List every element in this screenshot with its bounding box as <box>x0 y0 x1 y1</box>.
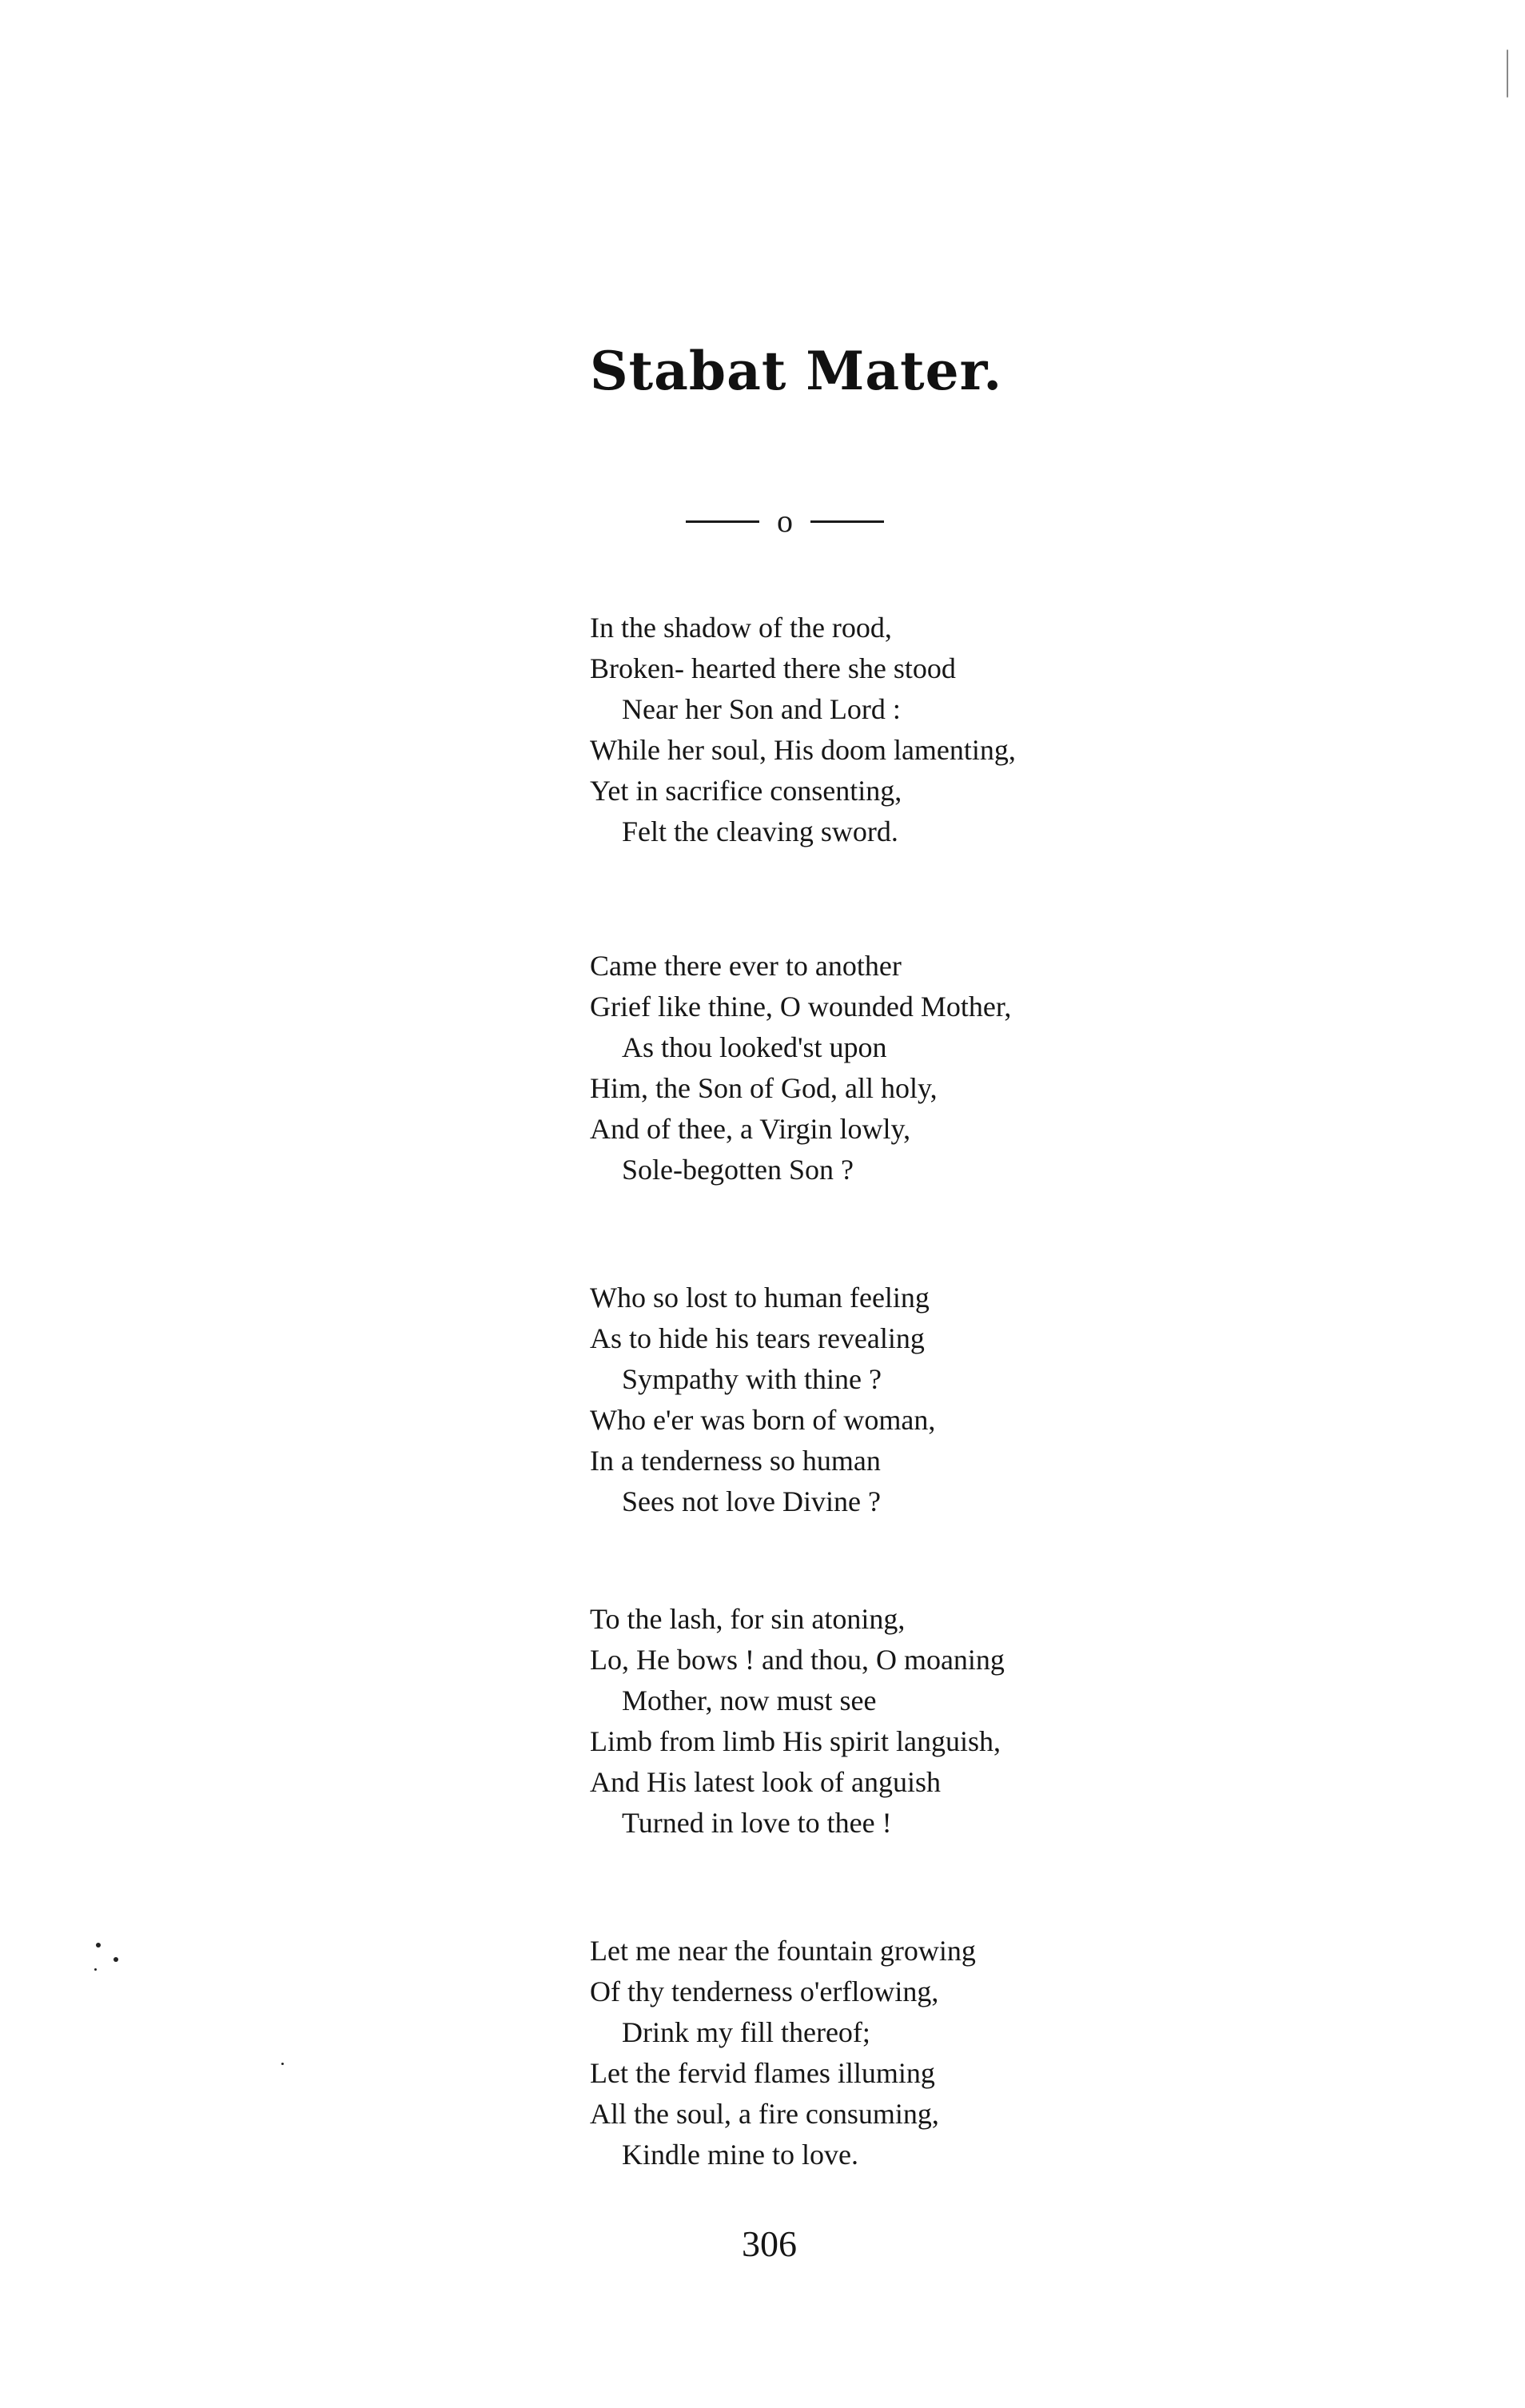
scan-speck <box>1507 50 1508 98</box>
ornament-rule-right <box>810 520 884 523</box>
poem-line: Limb from limb His spirit languish, <box>590 1725 1001 1757</box>
poem-line: Sees not love Divine ? <box>622 1485 881 1517</box>
scan-speck <box>113 1957 118 1962</box>
poem-line: In a tenderness so human <box>590 1445 881 1477</box>
poem-line: As to hide his tears revealing <box>590 1322 925 1354</box>
poem-line: Grief like thine, O wounded Mother, <box>590 991 1012 1023</box>
poem-line: Lo, He bows ! and thou, O moaning <box>590 1644 1005 1676</box>
poem-line: While her soul, His doom lamenting, <box>590 734 1016 766</box>
poem-title: Stabat Mater. <box>590 340 1003 402</box>
poem-line: Came there ever to another <box>590 950 902 982</box>
poem-line: Who so lost to human feeling <box>590 1282 930 1314</box>
poem-line: Sole-begotten Son ? <box>622 1154 854 1186</box>
poem-line: Who e'er was born of woman, <box>590 1404 936 1436</box>
ornament-rule-left <box>686 520 759 523</box>
poem-line: And His latest look of anguish <box>590 1766 941 1798</box>
poem-line: Drink my fill thereof; <box>622 2016 870 2048</box>
scan-speck <box>94 1968 97 1971</box>
title-ornament <box>665 502 905 540</box>
poem-line: Felt the cleaving sword. <box>622 815 898 847</box>
ornament-mark: o <box>777 503 793 539</box>
stanza-1 <box>590 608 1309 852</box>
stanza-2 <box>590 946 1309 1190</box>
poem-line: Yet in sacrifice consenting, <box>590 775 902 807</box>
scan-speck <box>96 1943 101 1948</box>
poem-line: Kindle mine to love. <box>622 2139 858 2171</box>
page-number: 306 <box>742 2223 797 2264</box>
stanza-5 <box>590 1931 1309 2175</box>
poem-line: And of thee, a Virgin lowly, <box>590 1113 911 1145</box>
poem-line: Let me near the fountain growing <box>590 1935 976 1967</box>
scan-speck <box>281 2063 284 2065</box>
stanza-3 <box>590 1278 1309 1522</box>
poem-line: All the soul, a fire consuming, <box>590 2098 939 2130</box>
poem-line: Sympathy with thine ? <box>622 1363 882 1395</box>
poem-line: Him, the Son of God, all holy, <box>590 1072 938 1104</box>
poem-line: Near her Son and Lord : <box>622 693 901 725</box>
stanza-4 <box>590 1599 1309 1844</box>
poem-line: Of thy tenderness o'erflowing, <box>590 1975 939 2007</box>
poem-line: As thou looked'st upon <box>622 1031 887 1063</box>
poem-line: Broken- hearted there she stood <box>590 652 956 684</box>
poem-line: Turned in love to thee ! <box>622 1807 892 1839</box>
poem-line: Mother, now must see <box>622 1684 877 1716</box>
poem-line: In the shadow of the rood, <box>590 612 892 644</box>
poem-line: Let the fervid flames illuming <box>590 2057 935 2089</box>
poem-line: To the lash, for sin atoning, <box>590 1603 906 1635</box>
